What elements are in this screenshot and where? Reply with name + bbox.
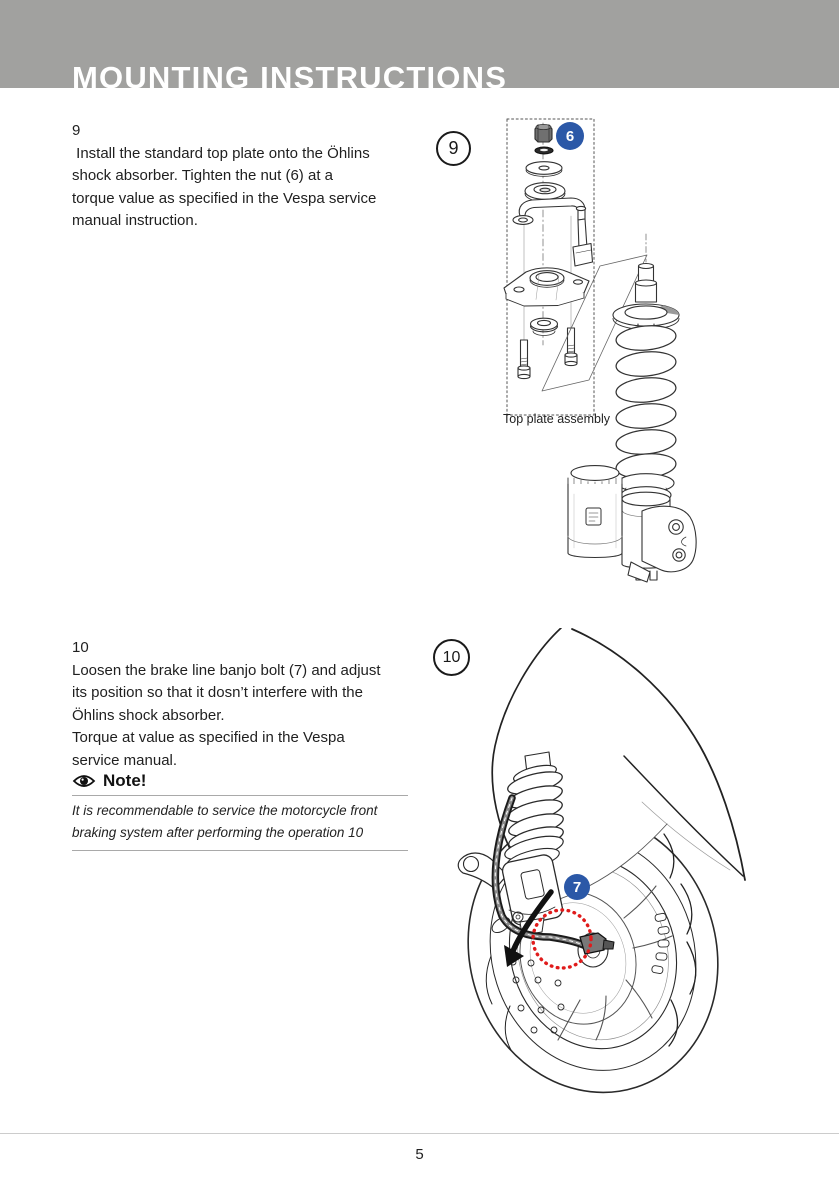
step10-paragraph	[72, 637, 417, 772]
bolt-left-part	[518, 340, 530, 379]
step9-diagram	[490, 112, 820, 592]
reservoir-drawing	[568, 466, 622, 558]
step10-line: service manual.	[72, 751, 178, 769]
header-band	[0, 0, 839, 95]
step10-diagram	[428, 628, 839, 1098]
note-title: Note!	[103, 771, 147, 790]
step10-line: Torque at value as specified in the Vespa	[72, 729, 345, 746]
step10-line: its position so that it dosn’t interfere with the	[72, 684, 363, 701]
step10-line: Öhlins shock absorber.	[72, 706, 225, 724]
part-callout-6: 6	[556, 122, 584, 150]
bolt-right-part	[565, 328, 577, 366]
step10-circle-badge: 10	[433, 639, 470, 676]
note-block	[72, 771, 408, 851]
page-title: MOUNTING INSTRUCTIONS	[72, 60, 508, 95]
step10-number: 10	[72, 639, 89, 656]
step9-number: 9	[72, 122, 81, 139]
page-number: 5	[415, 1146, 424, 1163]
step9-paragraph	[72, 120, 417, 233]
nut-part	[535, 124, 552, 142]
eye-icon	[72, 773, 96, 789]
step10-line: Loosen the brake line banjo bolt (7) and adjust	[72, 661, 381, 679]
top-plate-part	[504, 268, 589, 306]
step9-line: shock absorber. Tighten the nut (6) at a	[72, 167, 333, 184]
footer-divider	[0, 1133, 839, 1134]
note-text: It is recommendable to service the motorcycle front braking system after performing the operation 10	[72, 803, 378, 840]
part-callout-7: 7	[564, 874, 590, 900]
step9-circle-badge: 9	[436, 131, 471, 166]
note-divider	[72, 850, 408, 851]
flat-washer-part	[526, 162, 562, 177]
lock-washer-part	[535, 147, 553, 154]
step9-line: torque value as specified in the Vespa service	[72, 189, 377, 207]
bushing-part	[531, 318, 558, 335]
step9-line: manual instruction.	[72, 212, 198, 229]
diagram-caption: Top plate assembly	[503, 412, 611, 426]
top-bracket-part	[513, 198, 593, 266]
step9-line: Install the standard top plate onto the Öhlins	[72, 144, 370, 162]
